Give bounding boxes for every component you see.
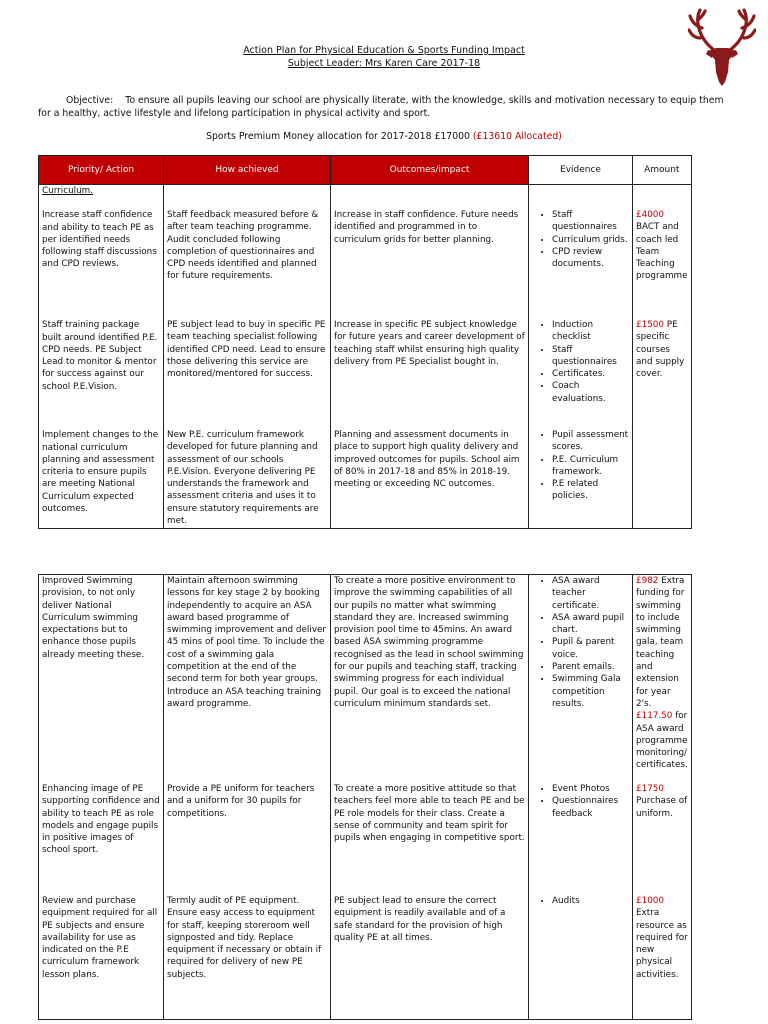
objective-label: Objective: [66,95,114,106]
how-text: Staff feedback measured before & after team teaching programme. Audit concluded following completion of questionnaires and CPD needs identified and planned for future requirements. [167,210,319,282]
evidence-item: • P.E related policies. [552,478,629,503]
table-row [39,575,692,1020]
evidence-cell [529,185,633,529]
priority-cell [39,575,164,1020]
evidence-list [532,575,629,783]
amount-description: BACT and coach led Team Teaching programme [636,222,688,282]
priority-text: Increase staff confidence and ability to teach PE as per identified needs following staff discussions and CPD reviews. [42,210,157,270]
allocated-amount: (£13610 Allocated) [472,131,562,142]
table-header-row [39,156,692,185]
how-text: PE subject lead to buy in specific PE team teaching specialist following identified CPD need. Lead to ensure those delivering this service are monitored/mentored for success. [167,320,326,380]
document-header [0,44,768,70]
evidence-item: • ASA award pupil chart. [552,612,629,637]
header-amount: Amount [633,156,692,185]
outcomes-cell [331,575,529,1020]
how-text: Provide a PE uniform for teachers and a uniform for 30 pupils for competitions. [167,784,315,819]
amount-description: Purchase of uniform. [636,796,688,819]
evidence-list [532,895,629,907]
amount-cell [633,575,692,1020]
priority-text: Implement changes to the national curriculum planning and assessment criteria to ensure pupils are meeting National Curriculum expected outcomes. [42,430,159,515]
evidence-item: • CPD review documents. [552,246,629,271]
amount-value: £982 [636,576,659,586]
table-row [39,185,692,529]
evidence-item: • Curriculum grids. [552,234,629,246]
evidence-item: • Parent emails. [552,661,629,673]
outcomes-text: Planning and assessment documents in place to support high quality delivery and improved outcomes for pupils. School aim of 80% in 2017-18 and 85% in 2018-19. meeting or exceeding NC outcomes. [334,430,520,490]
evidence-item: • ASA award teacher certificate. [552,575,629,612]
amount-value: £1000 [636,896,664,906]
outcomes-cell [331,185,529,529]
evidence-item: • Certificates. [552,368,629,380]
objective-text: To ensure all pupils leaving our school are physically literate, with the knowledge, skills and motivation necessary to equip them for a healthy, active lifestyle and lifelong participation in physical activity and sport. [38,95,724,119]
evidence-list [532,319,629,429]
priority-text: Staff training package built around identified P.E. CPD needs. PE Subject Lead to monitor & mentor for success against our school P.E.Vision. [42,320,158,392]
subject-leader: Subject Leader: Mrs Karen Care 2017-18 [287,58,481,69]
amount-value: £117.50 [636,711,673,722]
how-text: New P.E. curriculum framework developed for future planning and assessment of our schools P.E.Vision. Everyone delivering PE understands the framework and assessment criteria and uses it to ensure statutory requirements are met. [167,430,319,527]
evidence-item: • Pupil assessment scores. [552,429,629,454]
evidence-list [532,783,629,895]
amount-value: £1750 [636,784,664,794]
document-title: Action Plan for Physical Education & Sports Funding Impact [243,45,525,56]
evidence-item: • Staff questionnaires [552,344,629,369]
action-plan-table-2 [38,574,692,1020]
action-plan-table-1 [38,155,692,529]
section-label: Curriculum. [42,186,94,196]
evidence-item: • Coach evaluations. [552,380,629,405]
evidence-item: • Event Photos [552,783,629,795]
how-achieved-cell [164,575,331,1020]
amount-text [636,319,688,429]
how-text: Maintain afternoon swimming lessons for key stage 2 by booking independently to acquire an ASA award based programme of swimming improvement and deliver 45 mins of pool time. To include the cost of a swimming gala competition at the end of the second term for both year groups. Introduce an ASA teaching training award programme. [167,576,327,709]
outcomes-text: To create a more positive environment to improve the swimming capabilities of all our pupils no matter what swimming standard they are. Increased swimming provision pool time to 45mins. An award based ASA swimming programme recognised as the lead in school swimming for our pupils and teaching staff, tracking swimming progress for each individual pupil. Our goal is to exceed the national curriculum minimum standards set. [334,576,524,709]
how-text: Termly audit of PE equipment. Ensure easy access to equipment for staff, keeping storeroom well signposted and tidy. Replace equipment if necessary or obtain if required for delivery of new PE subjects. [167,896,322,980]
amount-description: PE specific courses and supply cover. [636,320,685,380]
evidence-item: • Questionnaires feedback [552,795,629,820]
amount-text [636,209,688,319]
amount-text [636,575,688,783]
evidence-item: • Pupil & parent voice. [552,636,629,661]
amount-description: Extra resource as required for new physical activities. [636,908,688,980]
evidence-item: • Swimming Gala competition results. [552,673,629,710]
priority-cell [39,185,164,529]
allocation-text: Sports Premium Money allocation for 2017-2018 £17000 [206,131,470,142]
amount-description: for ASA award programme monitoring/ certificates. [636,711,688,771]
header-outcomes: Outcomes/impact [331,156,529,185]
evidence-list [532,429,629,503]
objective-statement [38,94,738,120]
amount-description: Extra funding for swimming to include swimming gala, team teaching and extension for year 2's. [636,576,685,709]
header-how-achieved: How achieved [164,156,331,185]
priority-text: Improved Swimming provision, to not only deliver National Curriculum swimming expectations but to enhance those pupils already meeting these. [42,576,145,660]
amount-text [636,783,688,895]
evidence-cell [529,575,633,1020]
evidence-item: • P.E. Curriculum framework. [552,454,629,479]
funding-allocation [0,131,768,142]
amount-cell [633,185,692,529]
outcomes-text: Increase in staff confidence. Future needs identified and programmed in to curriculum grids for better planning. [334,210,519,245]
amount-text [636,895,688,981]
outcomes-text: Increase in specific PE subject knowledge for future years and career development of teaching staff whilst ensuring high quality delivery from PE Specialist bought in. [334,320,525,367]
header-evidence: Evidence [529,156,633,185]
evidence-item: • Induction checklist [552,319,629,344]
amount-value: £4000 [636,210,664,220]
amount-value: £1500 [636,320,664,330]
evidence-list [532,209,629,319]
evidence-item: • Staff questionnaires [552,209,629,234]
outcomes-text: PE subject lead to ensure the correct equipment is readily available and of a safe standard for the provision of high quality PE at all times. [334,896,506,943]
priority-text: Enhancing image of PE supporting confidence and ability to teach PE as role models and engage pupils in positive images of school sport. [42,784,160,856]
evidence-item: • Audits [552,895,629,907]
header-priority: Priority/ Action [39,156,164,185]
how-achieved-cell [164,185,331,529]
outcomes-text: To create a more positive attitude so that teachers feel more able to teach PE and be PE role models for their class. Create a sense of community and team spirit for pupils when engaging in competitive sport. [334,784,525,844]
priority-text: Review and purchase equipment required for all PE subjects and ensure availability for use as indicated on the P.E curriculum framework lesson plans. [42,896,158,980]
